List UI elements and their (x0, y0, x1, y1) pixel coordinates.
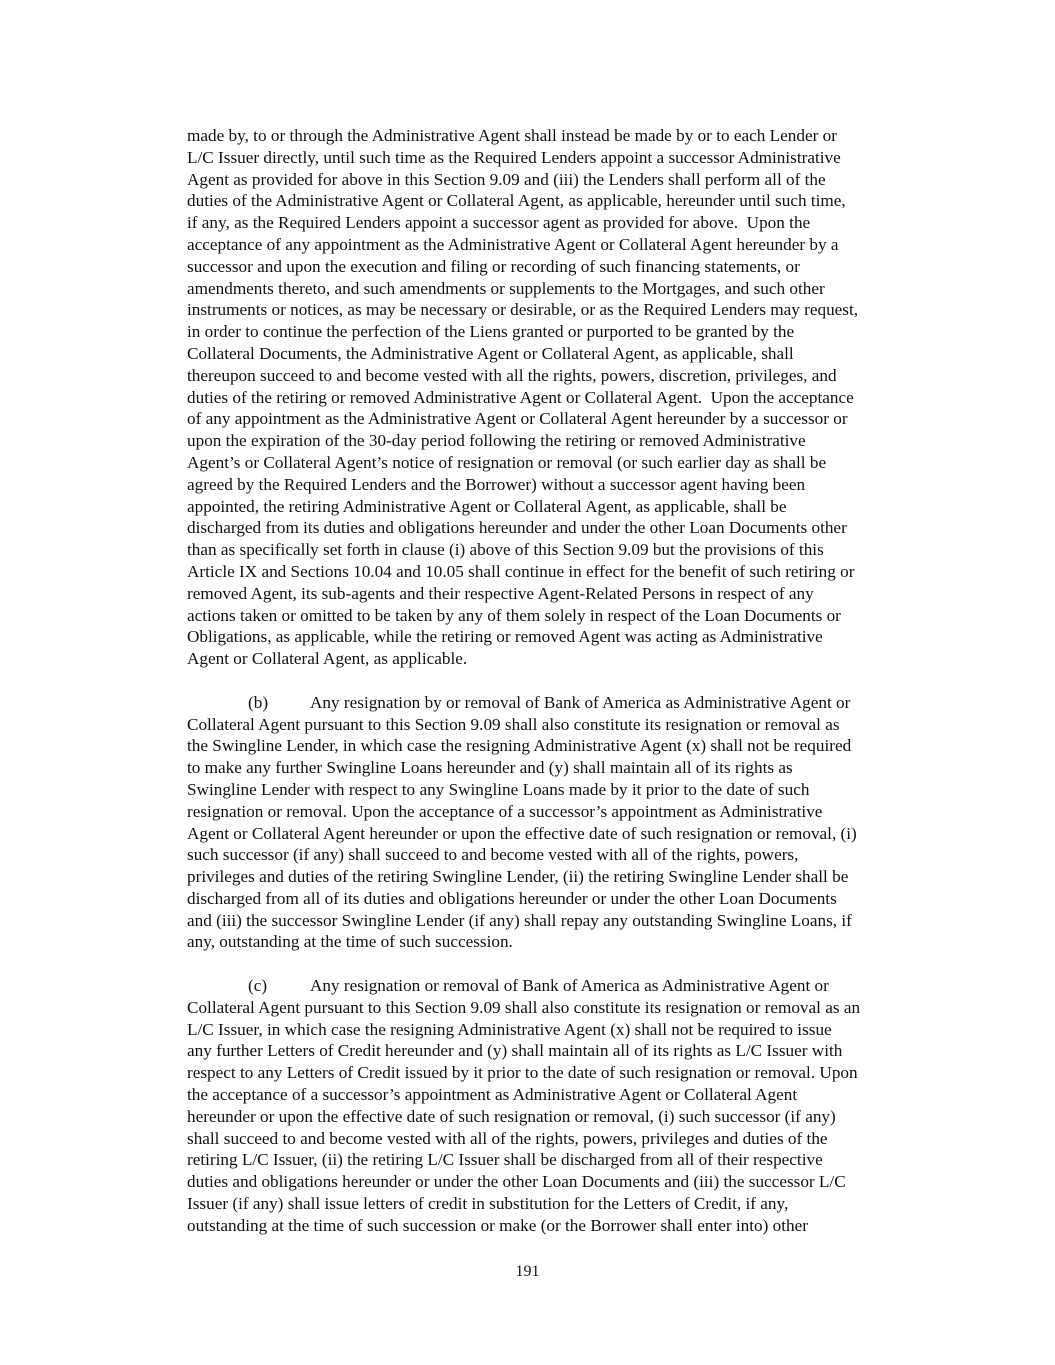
text-line (187, 299, 947, 321)
text-line (187, 256, 947, 278)
text-line (187, 343, 947, 365)
line-text: Agent or Collateral Agent hereunder or upon the effective date of such resignation or removal, (i) (187, 823, 857, 843)
text-line (187, 1062, 947, 1084)
text-line (187, 365, 947, 387)
text-line (187, 452, 947, 474)
text-line (187, 779, 947, 801)
text-line (187, 714, 947, 736)
text-line (187, 801, 947, 823)
line-text: of any appointment as the Administrative Agent or Collateral Agent hereunder by a successor or (187, 409, 848, 429)
line-text: shall succeed to and become vested with all of the rights, powers, privileges and duties of the (187, 1128, 828, 1148)
text-line (187, 321, 947, 343)
text-line (187, 387, 947, 409)
paragraph (187, 975, 947, 1237)
text-line (187, 1149, 947, 1171)
line-text: duties of the Administrative Agent or Collateral Agent, as applicable, hereunder until such time, (187, 191, 846, 211)
line-text: thereupon succeed to and become vested with all the rights, powers, discretion, privileges, and (187, 365, 837, 385)
text-line (187, 147, 947, 169)
line-text: privileges and duties of the retiring Swingline Lender, (ii) the retiring Swingline Lender shall be (187, 867, 849, 887)
paragraph (187, 692, 947, 954)
line-text: Article IX and Sections 10.04 and 10.05 shall continue in effect for the benefit of such retiring or (187, 561, 855, 581)
text-line (187, 1084, 947, 1106)
line-text: and (iii) the successor Swingline Lender (if any) shall repay any outstanding Swingline Loans, if (187, 910, 852, 930)
line-text: hereunder or upon the effective date of such resignation or removal, (i) such successor (if any) (187, 1106, 836, 1126)
document-body (187, 125, 947, 1237)
line-text: Collateral Agent pursuant to this Section 9.09 shall also constitute its resignation or removal as (187, 714, 840, 734)
text-line (187, 1019, 947, 1041)
line-text: duties of the retiring or removed Administrative Agent or Collateral Agent. Upon the acceptance (187, 387, 854, 407)
text-line (187, 234, 947, 256)
paragraph-gap (187, 953, 947, 975)
line-text: discharged from its duties and obligations hereunder and under the other Loan Documents other (187, 518, 847, 538)
line-text: the Swingline Lender, in which case the resigning Administrative Agent (x) shall not be required (187, 736, 852, 756)
line-text: discharged from all of its duties and obligations hereunder or under the other Loan Documents (187, 888, 837, 908)
paragraph-label: (c) (248, 976, 268, 996)
text-line (187, 278, 947, 300)
paragraph-gap (187, 670, 947, 692)
text-line (187, 583, 947, 605)
line-text: any, outstanding at the time of such succession. (187, 932, 513, 952)
line-text: upon the expiration of the 30-day period following the retiring or removed Administrative (187, 431, 806, 451)
line-text: Agent’s or Collateral Agent’s notice of resignation or removal (or such earlier day as shall be (187, 452, 827, 472)
text-line (187, 125, 947, 147)
line-text: to make any further Swingline Loans hereunder and (y) shall maintain all of its rights as (187, 758, 793, 778)
paragraph (187, 125, 947, 670)
line-text: successor and upon the execution and filing or recording of such financing statements, or (187, 256, 800, 276)
text-line (187, 190, 947, 212)
line-text: agreed by the Required Lenders and the Borrower) without a successor agent having been (187, 474, 806, 494)
line-text: made by, to or through the Administrative Agent shall instead be made by or to each Lender or (187, 126, 837, 145)
line-text: appointed, the retiring Administrative Agent or Collateral Agent, as applicable, shall be (187, 496, 787, 516)
text-line (187, 539, 947, 561)
line-text: Collateral Agent pursuant to this Section 9.09 shall also constitute its resignation or removal as an (187, 997, 861, 1017)
line-text: acceptance of any appointment as the Administrative Agent or Collateral Agent hereunder by a (187, 234, 839, 254)
text-line (187, 1193, 947, 1215)
text-line (187, 844, 947, 866)
line-text: Any resignation by or removal of Bank of America as Administrative Agent or (310, 692, 851, 712)
text-line (187, 474, 947, 496)
line-text: if any, as the Required Lenders appoint a successor agent as provided for above. Upon the (187, 213, 811, 233)
text-line (187, 408, 947, 430)
line-text: Swingline Lender with respect to any Swingline Loans made by it prior to the date of such (187, 779, 810, 799)
line-text: Agent as provided for above in this Section 9.09 and (iii) the Lenders shall perform all of the (187, 169, 826, 189)
text-line (187, 626, 947, 648)
text-line (187, 561, 947, 583)
text-line (187, 975, 947, 997)
text-line (187, 430, 947, 452)
text-line (187, 496, 947, 518)
text-line (187, 931, 947, 953)
text-line (187, 692, 947, 714)
text-line (187, 888, 947, 910)
page-number: 191 (515, 1263, 540, 1280)
text-line (187, 1128, 947, 1150)
text-line (187, 1106, 947, 1128)
line-text: Collateral Documents, the Administrative Agent or Collateral Agent, as applicable, shall (187, 343, 794, 363)
line-text: such successor (if any) shall succeed to and become vested with all of the rights, powers, (187, 845, 799, 865)
text-line (187, 735, 947, 757)
line-text: retiring L/C Issuer, (ii) the retiring L/C Issuer shall be discharged from all of their respective (187, 1150, 823, 1170)
text-line (187, 757, 947, 779)
line-text: resignation or removal. Upon the acceptance of a successor’s appointment as Administrative (187, 801, 823, 821)
line-text: instruments or notices, as may be necessary or desirable, or as the Required Lenders may request, (187, 300, 859, 320)
text-line (187, 997, 947, 1019)
line-text: removed Agent, its sub-agents and their respective Agent-Related Persons in respect of any (187, 583, 814, 603)
line-text: Obligations, as applicable, while the retiring or removed Agent was acting as Administrative (187, 627, 823, 647)
line-text: L/C Issuer directly, until such time as the Required Lenders appoint a successor Administrative (187, 147, 841, 167)
line-text: duties and obligations hereunder or under the other Loan Documents and (iii) the successor L/C (187, 1172, 846, 1192)
text-line (187, 910, 947, 932)
text-line (187, 1171, 947, 1193)
paragraph-label: (b) (248, 692, 269, 712)
text-line (187, 605, 947, 627)
line-text: Issuer (if any) shall issue letters of credit in substitution for the Letters of Credit, if any, (187, 1194, 789, 1214)
text-line (187, 1040, 947, 1062)
line-text: outstanding at the time of such succession or make (or the Borrower shall enter into) other (187, 1215, 808, 1235)
text-line (187, 866, 947, 888)
line-text: actions taken or omitted to be taken by any of them solely in respect of the Loan Documents or (187, 605, 841, 625)
text-line (187, 517, 947, 539)
line-text: amendments thereto, and such amendments or supplements to the Mortgages, and such other (187, 278, 825, 298)
text-line (187, 648, 947, 670)
text-line (187, 169, 947, 191)
line-text: any further Letters of Credit hereunder and (y) shall maintain all of its rights as L/C Issuer with (187, 1041, 843, 1061)
line-text: Agent or Collateral Agent, as applicable. (187, 649, 468, 669)
line-text: L/C Issuer, in which case the resigning Administrative Agent (x) shall not be required to issue (187, 1019, 832, 1039)
text-line (187, 823, 947, 845)
text-line (187, 1215, 947, 1237)
line-text: than as specifically set forth in clause (i) above of this Section 9.09 but the provisions of this (187, 540, 824, 560)
text-line (187, 212, 947, 234)
line-text: in order to continue the perfection of the Liens granted or purported to be granted by the (187, 322, 795, 342)
line-text: respect to any Letters of Credit issued by it prior to the date of such resignation or removal. Upon (187, 1063, 858, 1083)
line-text: Any resignation or removal of Bank of America as Administrative Agent or (310, 976, 829, 996)
line-text: the acceptance of a successor’s appointment as Administrative Agent or Collateral Agent (187, 1085, 798, 1105)
